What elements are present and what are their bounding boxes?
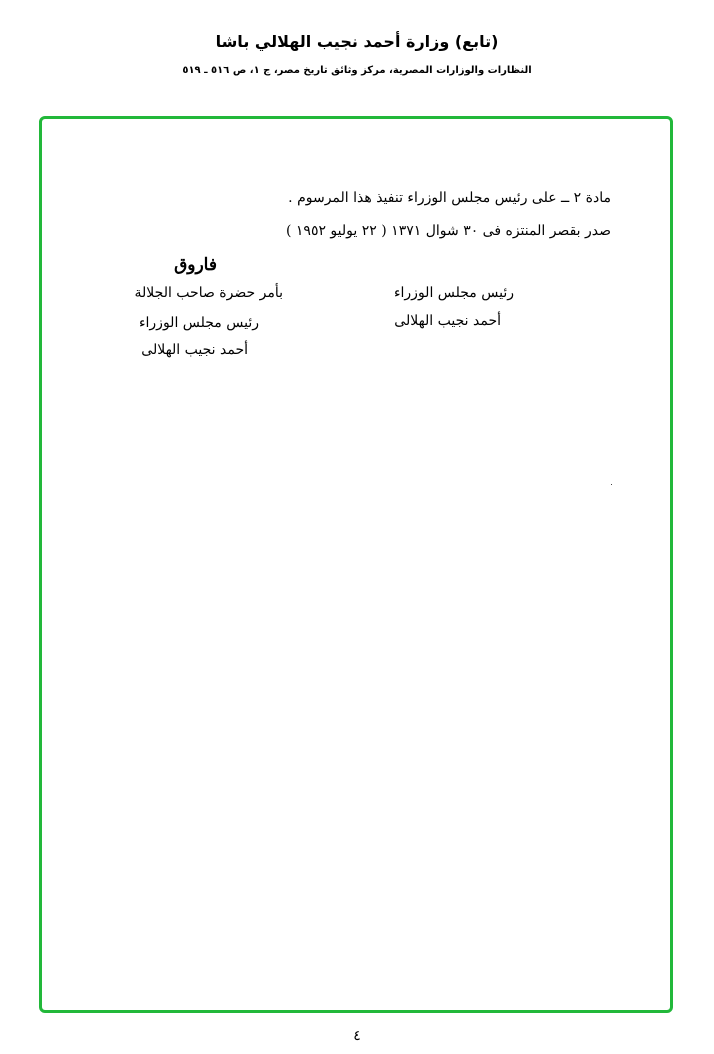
prime-minister-name-right: أحمد نجيب الهلالى: [394, 313, 501, 329]
scan-speck: [611, 484, 612, 485]
prime-minister-title-right: رئيس مجلس الوزراء: [393, 285, 514, 301]
issue-date-line: صدر بقصر المنتزه فى ٣٠ شوال ١٣٧١ ( ٢٢ يوليو ١٩٥٢ ): [285, 223, 611, 239]
document-frame: [39, 116, 673, 1013]
royal-order-line: بأمر حضرة صاحب الجلالة: [134, 285, 283, 301]
king-signature: فاروق: [174, 255, 217, 275]
page-title: (تابع) وزارة أحمد نجيب الهلالي باشا: [215, 32, 499, 51]
source-citation: النظارات والوزارات المصرية، مركز وثائق تاريخ مصر، ج ١، ص ٥١٦ ـ ٥١٩: [182, 65, 532, 76]
decree-article: مادة ٢ ــ على رئيس مجلس الوزراء تنفيذ هذا المرسوم .: [288, 190, 611, 206]
page-number: ٤: [353, 1028, 361, 1044]
prime-minister-name-left: أحمد نجيب الهلالى: [141, 342, 248, 358]
prime-minister-title-left: رئيس مجلس الوزراء: [138, 315, 259, 331]
